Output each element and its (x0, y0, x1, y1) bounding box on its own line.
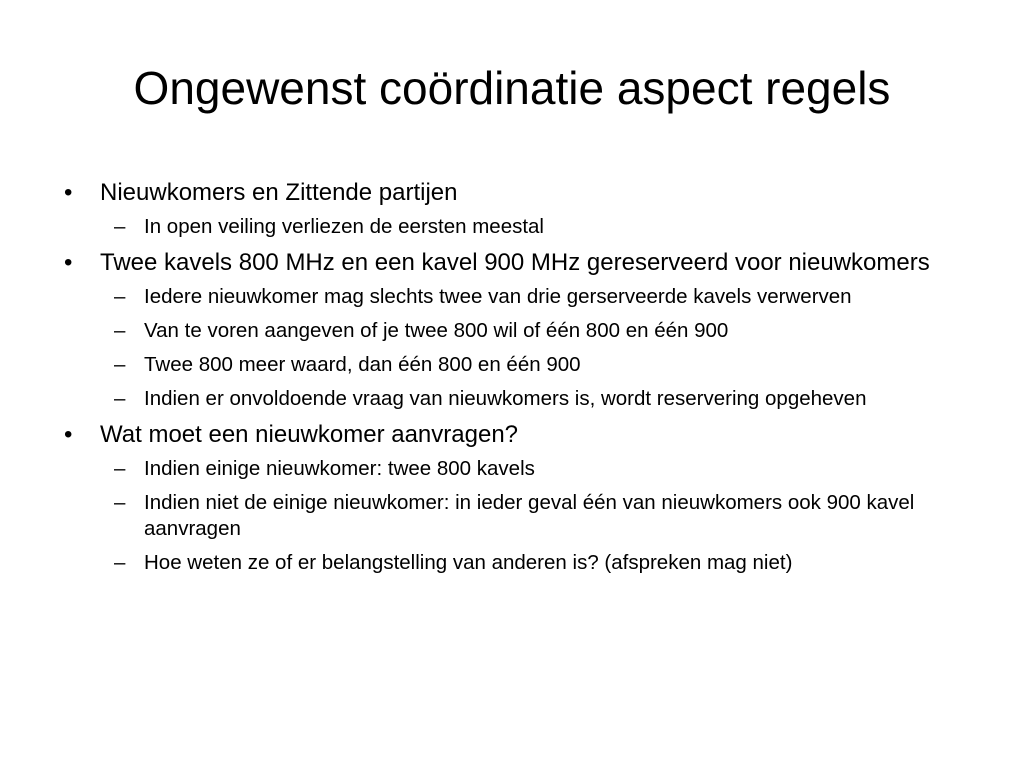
sub-item (62, 490, 972, 542)
slide-body (62, 178, 972, 584)
sub-marker: – (114, 319, 126, 342)
sub-marker: – (114, 491, 126, 514)
bullet-text: Twee kavels 800 MHz en een kavel 900 MHz gereserveerd voor nieuwkomers (100, 249, 930, 276)
sub-text: In open veiling verliezen de eersten meestal (144, 215, 544, 238)
sub-item (62, 550, 972, 576)
sub-item (62, 318, 972, 344)
sub-text: Indien er onvoldoende vraag van nieuwkomers is, wordt reservering opgeheven (144, 387, 867, 410)
sub-item (62, 456, 972, 482)
sub-item (62, 284, 972, 310)
sub-marker: – (114, 215, 126, 238)
slide-title: Ongewenst coördinatie aspect regels (133, 62, 891, 114)
bullet-item (62, 248, 972, 278)
sub-list (62, 214, 972, 240)
sub-item (62, 214, 972, 240)
sub-text: Hoe weten ze of er belangstelling van anderen is? (afspreken mag niet) (144, 551, 793, 574)
sub-item (62, 352, 972, 378)
sub-marker: – (114, 457, 126, 480)
sub-marker: – (114, 387, 126, 410)
sub-text: Indien einige nieuwkomer: twee 800 kavels (144, 457, 535, 480)
sub-list (62, 456, 972, 576)
bullet-marker: • (64, 249, 73, 276)
sub-text: Twee 800 meer waard, dan één 800 en één 900 (144, 353, 581, 376)
sub-marker: – (114, 551, 126, 574)
sub-text: Iedere nieuwkomer mag slechts twee van drie gerserveerde kavels verwerven (144, 285, 852, 308)
bullet-item (62, 178, 972, 208)
bullet-item (62, 420, 972, 450)
bullet-marker: • (64, 179, 73, 206)
bullet-marker: • (64, 421, 73, 448)
bullet-text: Nieuwkomers en Zittende partijen (100, 179, 458, 206)
sub-text: Indien niet de einige nieuwkomer: in ieder geval één van nieuwkomers ook 900 kavel aanvragen (144, 491, 915, 540)
sub-text: Van te voren aangeven of je twee 800 wil of één 800 en één 900 (144, 319, 729, 342)
sub-marker: – (114, 285, 126, 308)
sub-list (62, 284, 972, 412)
bullet-text: Wat moet een nieuwkomer aanvragen? (100, 421, 519, 448)
sub-marker: – (114, 353, 126, 376)
sub-item (62, 386, 972, 412)
